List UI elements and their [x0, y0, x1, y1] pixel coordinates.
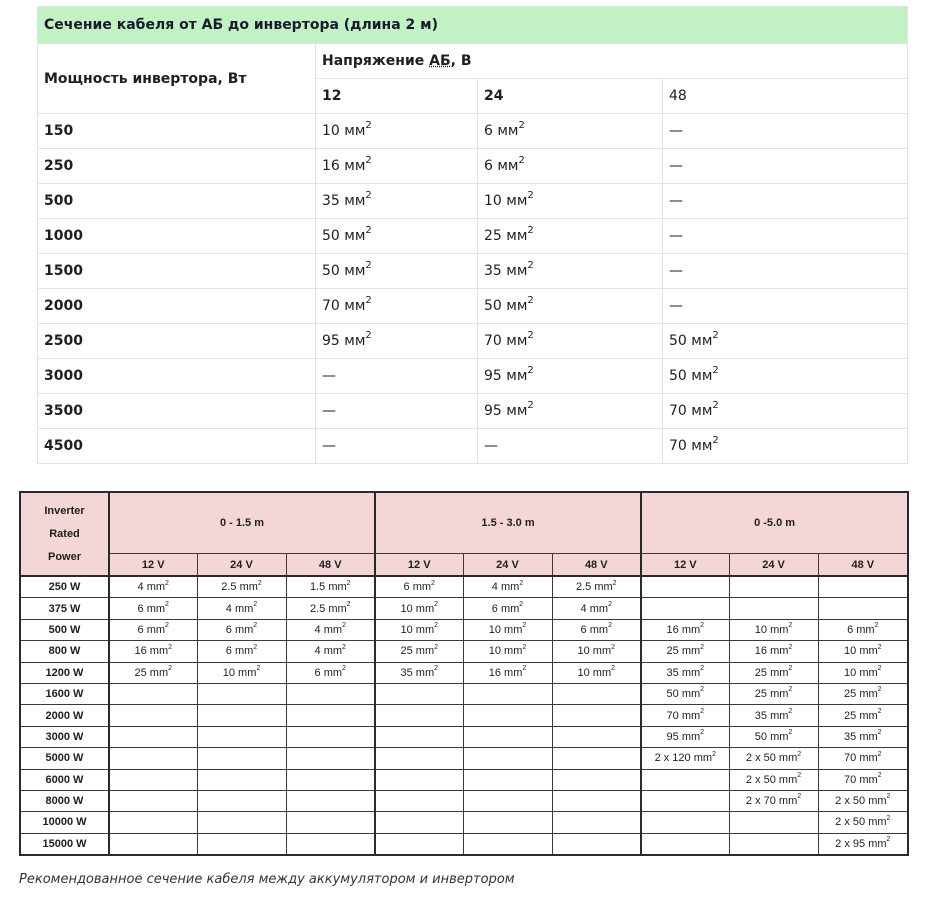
section-cell	[552, 748, 641, 769]
battery-abbr: АБ	[429, 53, 451, 69]
voltage-header: Напряжение АБ, В	[316, 44, 908, 79]
section-cell	[641, 769, 729, 790]
section-cell: 16 $mm^2$	[109, 641, 197, 662]
section-cell: 16 $mm^2$	[463, 662, 552, 683]
section-cell	[552, 812, 641, 833]
section-cell: —	[316, 359, 478, 394]
section-cell	[375, 790, 463, 811]
section-cell	[109, 683, 197, 704]
power-cell: 1500	[38, 254, 316, 289]
figure-caption: Рекомендованное сечение кабеля между аккумулятором и инвертором	[19, 872, 515, 887]
section-cell	[197, 748, 286, 769]
section-cell: 50 $мм^2$	[316, 254, 478, 289]
power-cell: 8000 W	[20, 790, 109, 811]
section-cell: 10 $mm^2$	[818, 641, 908, 662]
section-cell: 25 $mm^2$	[729, 683, 818, 704]
section-cell: 6 $mm^2$	[375, 576, 463, 598]
section-cell: 6 $mm^2$	[286, 662, 375, 683]
section-cell	[286, 833, 375, 855]
section-cell: 2 x 50 $mm^2$	[818, 790, 908, 811]
table-row	[38, 219, 908, 254]
section-cell: 2 x 50 $mm^2$	[818, 812, 908, 833]
section-cell: 6 $mm^2$	[109, 598, 197, 619]
section-cell: —	[663, 219, 908, 254]
section-cell: 16 $mm^2$	[641, 619, 729, 640]
table-row	[20, 576, 908, 598]
section-cell: 95 $мм^2$	[316, 324, 478, 359]
voltage-header: 12 V	[109, 554, 197, 577]
section-cell	[109, 790, 197, 811]
section-cell: 10 $мм^2$	[478, 184, 663, 219]
section-cell: 35 $mm^2$	[375, 662, 463, 683]
power-cell: 2000 W	[20, 705, 109, 726]
section-cell: 10 $mm^2$	[375, 598, 463, 619]
section-cell	[552, 833, 641, 855]
section-cell: 10 $мм^2$	[316, 114, 478, 149]
section-cell: 25 $mm^2$	[109, 662, 197, 683]
section-cell: 2.5 $mm^2$	[197, 576, 286, 598]
power-cell: 5000 W	[20, 748, 109, 769]
table-title: Сечение кабеля от АБ до инвертора (длина 2 м)	[38, 7, 908, 44]
power-cell: 375 W	[20, 598, 109, 619]
section-cell: 4 $mm^2$	[197, 598, 286, 619]
section-cell: 10 $mm^2$	[463, 619, 552, 640]
power-cell: 1000	[38, 219, 316, 254]
section-cell	[552, 705, 641, 726]
section-cell: 25 $mm^2$	[818, 705, 908, 726]
power-cell: 250	[38, 149, 316, 184]
section-cell: 10 $mm^2$	[197, 662, 286, 683]
section-cell: 70 $mm^2$	[818, 748, 908, 769]
section-cell: 2.5 $mm^2$	[286, 598, 375, 619]
power-cell: 3000 W	[20, 726, 109, 747]
section-cell: 2 x 95 $mm^2$	[818, 833, 908, 855]
section-cell: 10 $mm^2$	[552, 641, 641, 662]
table-row	[38, 394, 908, 429]
table-row	[20, 812, 908, 833]
section-cell: —	[663, 254, 908, 289]
table-row	[20, 662, 908, 683]
section-cell: 35 $mm^2$	[641, 662, 729, 683]
section-cell	[286, 726, 375, 747]
range-header: 0 -5.0 m	[641, 492, 908, 554]
section-cell	[552, 726, 641, 747]
power-cell: 6000 W	[20, 769, 109, 790]
section-cell: 50 $мм^2$	[663, 324, 908, 359]
section-cell: —	[663, 289, 908, 324]
section-cell	[286, 748, 375, 769]
section-cell: —	[663, 114, 908, 149]
power-cell: 500	[38, 184, 316, 219]
section-cell: 25 $mm^2$	[818, 683, 908, 704]
range-header: 1.5 - 3.0 m	[375, 492, 641, 554]
voltage-48-header: 48	[663, 79, 908, 114]
cable-table-ru	[37, 6, 908, 464]
power-cell: 2500	[38, 324, 316, 359]
section-cell	[375, 748, 463, 769]
voltage-12-header: 12	[316, 79, 478, 114]
table-row	[20, 748, 908, 769]
section-cell: 95 $мм^2$	[478, 359, 663, 394]
section-cell	[641, 833, 729, 855]
section-cell: 4 $mm^2$	[463, 576, 552, 598]
table-row	[20, 683, 908, 704]
section-cell	[197, 683, 286, 704]
section-cell: 95 $мм^2$	[478, 394, 663, 429]
section-cell	[463, 705, 552, 726]
section-cell	[463, 769, 552, 790]
section-cell: 2 x 70 $mm^2$	[729, 790, 818, 811]
section-cell: 4 $mm^2$	[552, 598, 641, 619]
section-cell	[286, 812, 375, 833]
section-cell	[375, 812, 463, 833]
voltage-header: 12 V	[641, 554, 729, 577]
section-cell	[641, 790, 729, 811]
power-cell: 2000	[38, 289, 316, 324]
section-cell: 4 $mm^2$	[286, 619, 375, 640]
power-cell: 1600 W	[20, 683, 109, 704]
section-cell: 25 $mm^2$	[729, 662, 818, 683]
voltage-header: 48 V	[818, 554, 908, 577]
section-cell	[286, 790, 375, 811]
section-cell	[197, 769, 286, 790]
power-cell: 800 W	[20, 641, 109, 662]
section-cell	[552, 790, 641, 811]
section-cell	[729, 812, 818, 833]
voltage-header: 12 V	[375, 554, 463, 577]
section-cell	[109, 812, 197, 833]
section-cell: 50 $mm^2$	[729, 726, 818, 747]
section-cell	[375, 683, 463, 704]
voltage-24-header: 24	[478, 79, 663, 114]
voltage-header: 48 V	[286, 554, 375, 577]
section-cell: 2 x 50 $mm^2$	[729, 769, 818, 790]
section-cell	[463, 790, 552, 811]
section-cell: 6 $mm^2$	[552, 619, 641, 640]
section-cell: 35 $мм^2$	[316, 184, 478, 219]
section-cell	[463, 726, 552, 747]
section-cell	[375, 726, 463, 747]
section-cell: 25 $mm^2$	[375, 641, 463, 662]
section-cell	[197, 705, 286, 726]
section-cell	[463, 812, 552, 833]
section-cell	[197, 726, 286, 747]
section-cell: 10 $mm^2$	[463, 641, 552, 662]
power-cell: 150	[38, 114, 316, 149]
table-row	[38, 254, 908, 289]
power-cell: 1200 W	[20, 662, 109, 683]
table-row	[20, 598, 908, 619]
rated-power-header: Inverter Rated Power	[20, 492, 109, 576]
section-cell: 50 $мм^2$	[478, 289, 663, 324]
section-cell	[818, 576, 908, 598]
section-cell: 6 $mm^2$	[197, 641, 286, 662]
section-cell: 6 $mm^2$	[109, 619, 197, 640]
section-cell: 4 $mm^2$	[109, 576, 197, 598]
section-cell: 6 $mm^2$	[463, 598, 552, 619]
section-cell	[818, 598, 908, 619]
table-row	[20, 705, 908, 726]
table-row	[38, 184, 908, 219]
section-cell	[463, 833, 552, 855]
section-cell: 6 $mm^2$	[818, 619, 908, 640]
power-cell: 3500	[38, 394, 316, 429]
section-cell: 6 $mm^2$	[197, 619, 286, 640]
table-row	[38, 429, 908, 464]
section-cell: 50 $mm^2$	[641, 683, 729, 704]
section-cell	[729, 576, 818, 598]
section-cell	[109, 748, 197, 769]
section-cell: 2 x 50 $mm^2$	[729, 748, 818, 769]
section-cell	[552, 769, 641, 790]
section-cell	[109, 726, 197, 747]
table-row	[38, 149, 908, 184]
section-cell: 70 $мм^2$	[478, 324, 663, 359]
section-cell	[375, 769, 463, 790]
table-row	[38, 359, 908, 394]
section-cell	[286, 683, 375, 704]
section-cell: 25 $мм^2$	[478, 219, 663, 254]
table-row	[38, 289, 908, 324]
section-cell: —	[316, 394, 478, 429]
power-cell: 250 W	[20, 576, 109, 598]
section-cell	[641, 812, 729, 833]
power-cell: 10000 W	[20, 812, 109, 833]
voltage-header: 24 V	[729, 554, 818, 577]
section-cell	[463, 683, 552, 704]
power-cell: 15000 W	[20, 833, 109, 855]
section-cell: 35 $mm^2$	[729, 705, 818, 726]
section-cell: 10 $mm^2$	[729, 619, 818, 640]
section-cell: 2.5 $mm^2$	[552, 576, 641, 598]
section-cell	[286, 705, 375, 726]
section-cell: 70 $mm^2$	[818, 769, 908, 790]
table-row	[38, 114, 908, 149]
section-cell: 50 $мм^2$	[663, 359, 908, 394]
section-cell	[729, 598, 818, 619]
section-cell	[109, 769, 197, 790]
section-cell: —	[316, 429, 478, 464]
voltage-header: 24 V	[197, 554, 286, 577]
section-cell: 25 $mm^2$	[641, 641, 729, 662]
table-row	[20, 726, 908, 747]
section-cell	[463, 748, 552, 769]
power-cell: 4500	[38, 429, 316, 464]
power-cell: 500 W	[20, 619, 109, 640]
range-header: 0 - 1.5 m	[109, 492, 375, 554]
section-cell: 10 $mm^2$	[552, 662, 641, 683]
section-cell	[286, 769, 375, 790]
section-cell: 35 $mm^2$	[818, 726, 908, 747]
section-cell: 6 $мм^2$	[478, 149, 663, 184]
section-cell: 10 $mm^2$	[818, 662, 908, 683]
section-cell	[197, 833, 286, 855]
section-cell: 2 x 120 $mm^2$	[641, 748, 729, 769]
table-row	[20, 619, 908, 640]
voltage-header: 24 V	[463, 554, 552, 577]
table-row	[38, 324, 908, 359]
table-row	[20, 790, 908, 811]
section-cell: 50 $мм^2$	[316, 219, 478, 254]
section-cell: —	[663, 184, 908, 219]
section-cell: 16 $mm^2$	[729, 641, 818, 662]
section-cell	[375, 833, 463, 855]
section-cell: 70 $мм^2$	[316, 289, 478, 324]
power-header: Мощность инвертора, Вт	[38, 44, 316, 114]
table-row	[20, 833, 908, 855]
section-cell	[109, 833, 197, 855]
section-cell: 6 $мм^2$	[478, 114, 663, 149]
section-cell: 16 $мм^2$	[316, 149, 478, 184]
section-cell: 1.5 $mm^2$	[286, 576, 375, 598]
table-row	[20, 769, 908, 790]
section-cell: 4 $mm^2$	[286, 641, 375, 662]
section-cell: 95 $mm^2$	[641, 726, 729, 747]
section-cell	[375, 705, 463, 726]
section-cell: 10 $mm^2$	[375, 619, 463, 640]
section-cell	[109, 705, 197, 726]
section-cell	[641, 598, 729, 619]
section-cell: 70 $мм^2$	[663, 429, 908, 464]
section-cell	[552, 683, 641, 704]
voltage-header: 48 V	[552, 554, 641, 577]
section-cell: 35 $мм^2$	[478, 254, 663, 289]
section-cell	[729, 833, 818, 855]
section-cell: 70 $мм^2$	[663, 394, 908, 429]
section-cell	[197, 812, 286, 833]
cable-table-en	[19, 491, 909, 856]
section-cell: 70 $mm^2$	[641, 705, 729, 726]
power-cell: 3000	[38, 359, 316, 394]
section-cell: —	[478, 429, 663, 464]
section-cell: —	[663, 149, 908, 184]
section-cell	[197, 790, 286, 811]
table-row	[20, 641, 908, 662]
section-cell	[641, 576, 729, 598]
